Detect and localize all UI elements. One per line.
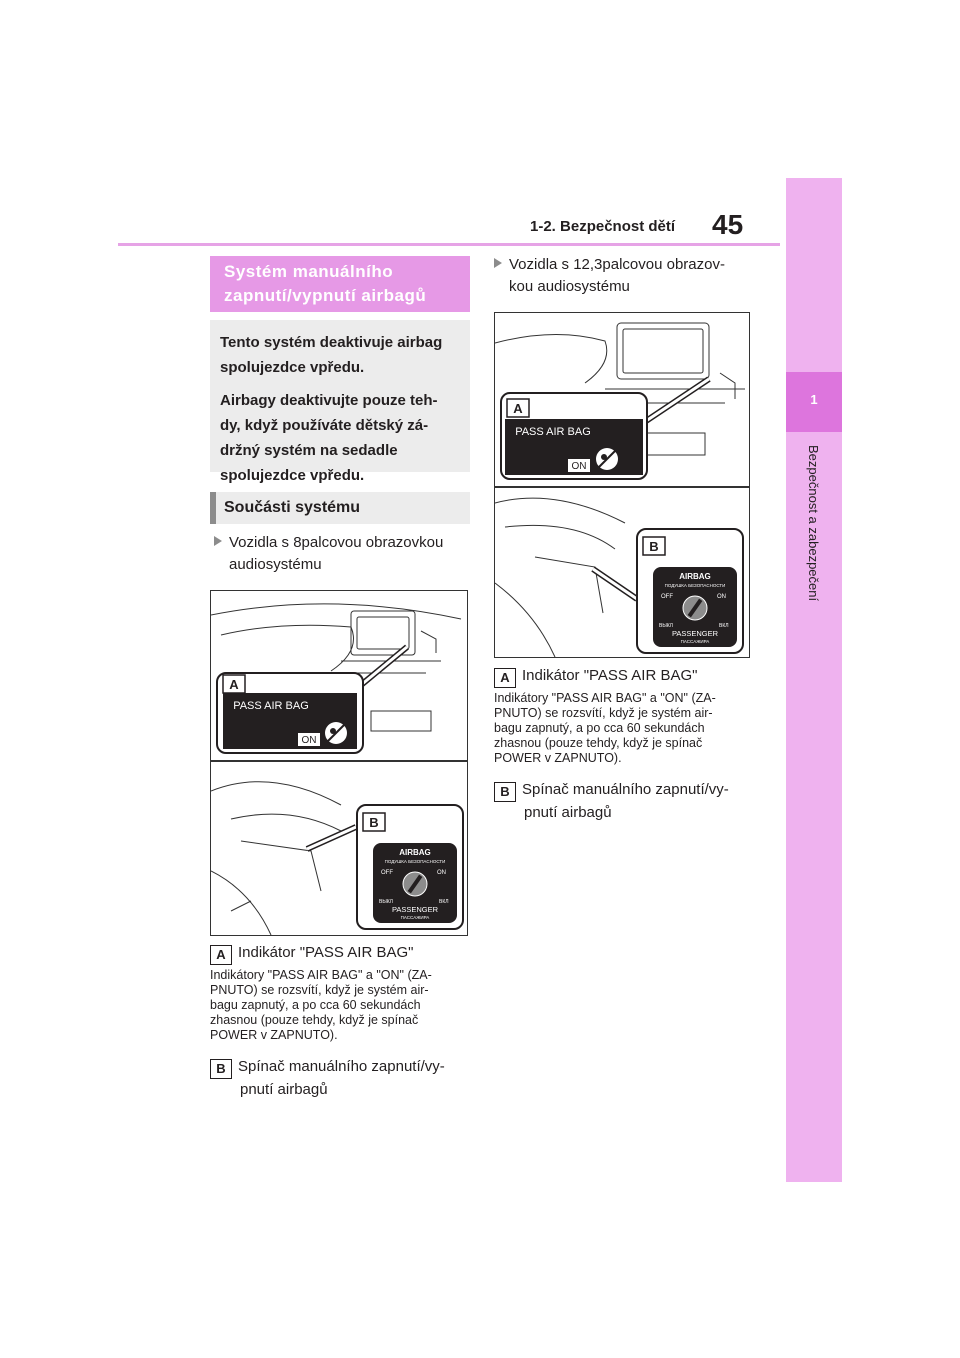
callout-a-letter: A: [513, 401, 523, 416]
section-heading-line2: zapnutí/vypnutí airbagů: [224, 286, 427, 305]
callout-a-letter: A: [229, 677, 239, 692]
side-strip: [786, 178, 842, 1182]
left-note-line4: zhasnou (pouze tehdy, když je spínač: [210, 1013, 419, 1027]
indicator-text: PASS AIR BAG: [233, 700, 309, 712]
callout-b-letter: B: [369, 815, 379, 830]
switch-off-ru-label: ВЫКЛ: [379, 899, 393, 905]
right-note-line5: POWER v ZAPNUTO).: [494, 751, 622, 765]
components-heading: Součásti systému: [210, 492, 470, 524]
right-note-line4: zhasnou (pouze tehdy, když je spínač: [494, 736, 703, 750]
left-note-line1: Indikátory "PASS AIR BAG" a "ON" (ZA-: [210, 968, 432, 982]
section-title: 1-2. Bezpečnost dětí: [530, 218, 676, 235]
left-caption-a-title: Indikátor "PASS AIR BAG": [238, 944, 414, 961]
airbag-off-icon: [596, 448, 618, 470]
switch-on-label: ON: [437, 870, 446, 876]
intro-p1-line2: spolujezdce vpředu.: [220, 359, 365, 376]
left-note-line5: POWER v ZAPNUTO).: [210, 1028, 338, 1042]
switch-on-ru-label: ВКЛ: [719, 623, 729, 629]
left-note: [210, 968, 472, 1043]
bullet-triangle-icon: [494, 258, 502, 268]
intro-p1-line1: Tento systém deaktivuje airbag: [220, 334, 443, 351]
right-caption-b-line1: Spínač manuálního zapnutí/vy-: [522, 781, 729, 798]
header-rule: [118, 243, 780, 246]
callout-b-letter: B: [649, 539, 659, 554]
chapter-number: 1: [810, 392, 818, 407]
intro-p2-line4: spolujezdce vpředu.: [220, 467, 365, 484]
right-figure: [494, 312, 750, 658]
switch-on-ru-label: ВКЛ: [439, 899, 449, 905]
left-caption-a-label: A: [210, 945, 232, 965]
left-bullet: [214, 532, 443, 576]
left-caption-a: [210, 942, 472, 965]
right-caption-a-title: Indikátor "PASS AIR BAG": [522, 667, 698, 684]
intro-p2-line1: Airbagy deaktivujte pouze teh-: [220, 392, 438, 409]
right-note-line2: PNUTO) se rozsvítí, když je systém air-: [494, 706, 713, 720]
left-caption-b-line1: Spínač manuálního zapnutí/vy-: [238, 1058, 445, 1075]
right-note-line1: Indikátory "PASS AIR BAG" a "ON" (ZA-: [494, 691, 716, 705]
intro-box: [210, 320, 470, 484]
switch-passenger-ru-label: ПАССАЖИРА: [680, 639, 710, 644]
chapter-label: Bezpečnost a zabezpečení: [806, 445, 821, 602]
left-bullet-line1: Vozidla s 8palcovou obrazovkou: [229, 534, 444, 551]
section-heading: [210, 256, 470, 312]
right-caption-b: [494, 779, 756, 824]
left-figure-illustration: [211, 591, 467, 935]
switch-off-ru-label: ВЫКЛ: [659, 623, 673, 629]
left-caption-b-label: B: [210, 1059, 232, 1079]
right-caption-a-label: A: [494, 668, 516, 688]
right-caption-a: [494, 665, 756, 688]
indicator-text: PASS AIR BAG: [515, 426, 591, 438]
indicator-on: ON: [301, 735, 317, 746]
switch-passenger-ru-label: ПАССАЖИРА: [400, 915, 430, 920]
switch-airbag-ru-label: ПОДУШКА БЕЗОПАСНОСТИ: [384, 859, 446, 864]
intro-p2-line2: dy, když používáte dětský zá-: [220, 417, 429, 434]
right-figure-illustration: [495, 313, 749, 657]
left-note-line3: bagu zapnutý, a po cca 60 sekundách: [210, 998, 421, 1012]
switch-airbag-ru-label: ПОДУШКА БЕЗОПАСНОСТИ: [664, 583, 726, 588]
right-note-line3: bagu zapnutý, a po cca 60 sekundách: [494, 721, 705, 735]
left-note-line2: PNUTO) se rozsvítí, když je systém air-: [210, 983, 429, 997]
section-heading-line1: Systém manuálního: [224, 262, 394, 281]
bullet-triangle-icon: [214, 536, 222, 546]
switch-airbag-label: AIRBAG: [399, 848, 431, 857]
switch-off-label: OFF: [661, 594, 673, 600]
switch-passenger-label: PASSENGER: [391, 905, 439, 914]
indicator-on: ON: [571, 461, 587, 472]
left-bullet-line2: audiosystému: [229, 556, 322, 573]
right-caption-b-line2: pnutí airbagů: [524, 804, 612, 821]
right-bullet-line2: kou audiosystému: [509, 278, 630, 295]
left-caption-b-line2: pnutí airbagů: [240, 1081, 328, 1098]
left-figure: [210, 590, 468, 936]
intro-p2-line3: držný systém na sedadle: [220, 442, 398, 459]
right-bullet: [494, 254, 725, 298]
right-note: [494, 691, 756, 766]
intro-paragraph-1: [220, 330, 460, 380]
switch-passenger-label: PASSENGER: [671, 629, 719, 638]
right-caption-b-label: B: [494, 782, 516, 802]
right-bullet-line1: Vozidla s 12,3palcovou obrazov-: [509, 256, 725, 273]
airbag-off-icon: [325, 722, 347, 744]
switch-airbag-label: AIRBAG: [679, 572, 711, 581]
switch-off-label: OFF: [381, 870, 393, 876]
page-number: 45: [712, 209, 744, 240]
intro-paragraph-2: [220, 388, 460, 488]
left-caption-b: [210, 1056, 472, 1101]
switch-on-label: ON: [717, 594, 726, 600]
